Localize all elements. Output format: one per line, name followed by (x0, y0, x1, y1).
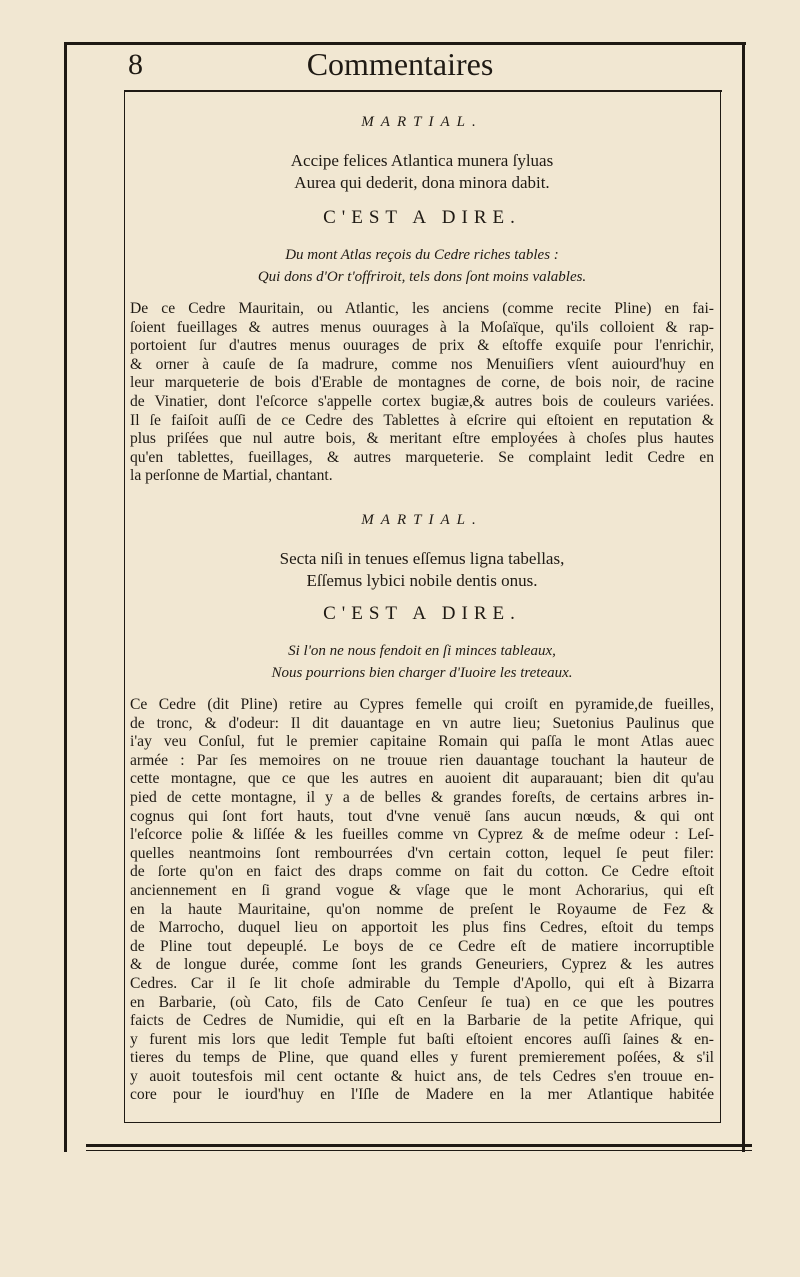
text-line: cognus qui ſont fort hauts, tout d'vne venuë ſans aucun nœuds, & qui ont (130, 807, 714, 825)
text-line: Ce Cedre (dit Pline) retire au Cypres femelle qui croiſt en pyramide,de fueilles, (130, 696, 714, 713)
text-line: core pour le iourd'huy en l'Iſle de Madere en la mer Atlantique habitée (130, 1086, 714, 1104)
translation-line: Si l'on ne nous fendoit en ſi minces tableaux, (288, 643, 556, 659)
inner-frame-right (720, 92, 721, 1122)
cest-a-dire-heading: C'EST A DIRE. (323, 207, 521, 228)
verse-line: Accipe felices Atlantica munera ſyluas (290, 151, 554, 170)
text-line: en la haute Mauritaine, qu'on nomme de preſent le Royaume de Fez & (130, 900, 714, 918)
author-heading: MARTIAL. (361, 114, 483, 130)
bottom-rule (86, 1144, 752, 1147)
translation-line: Du mont Atlas reçois du Cedre riches tables : (285, 247, 559, 263)
text-line: armée : Par ſes memoires on ne trouue rien dauantage touchant la hauteur de (130, 751, 714, 769)
text-line: ſoient fueillages & autres menus ouurages à la Moſaïque, qu'ils colloient & rap- (130, 318, 714, 336)
text-line: qu'en tablettes, fueillages, & autres marqueterie. Se complaint ledit Cedre en (130, 448, 714, 466)
text-line: y auoit toutesfois mil cent octante & huict ans, de tels Cedres s'en trouue en- (130, 1067, 714, 1085)
verse-line: Secta niſi in tenues eſſemus ligna tabellas, (279, 549, 565, 568)
text-line: & de longue durée, comme ſont les grands Geneuriers, Cyprez & les autres (130, 956, 714, 974)
translation-line: Nous pourrions bien charger d'Iuoire les treteaux. (271, 665, 573, 681)
french-translation (130, 244, 714, 288)
text-line: faicts de Cedres de Numidie, qui eſt en la Barbarie de la petite Afrique, qui (130, 1012, 714, 1030)
commentary-paragraph (130, 696, 714, 1105)
text-line: i'ay veu Conſul, fut le premier capitaine Romain qui paſſa le mont Atlas auec (130, 733, 714, 751)
french-translation (130, 640, 714, 684)
text-line: leur marqueterie de bois d'Erable de montagnes de corne, de bois noir, de racine (130, 374, 714, 392)
text-line: de Pline tout depeuplé. Le boys de ce Cedre eſt de matiere incorruptible (130, 937, 714, 955)
page-number: 8 (128, 48, 143, 81)
translation-line: Qui dons d'Or t'offriroit, tels dons ſont moins valables. (257, 269, 587, 285)
text-line: de Vinatier, dont l'eſcorce s'appelle cortex bugiæ,& autres bois de couleurs variées. (130, 392, 714, 410)
cest-a-dire-heading: C'EST A DIRE. (323, 603, 521, 624)
latin-verse (130, 150, 714, 194)
text-line: tieres du temps de Pline, que quand elles y furent premierement poſées, & s'il (130, 1049, 714, 1067)
text-line: De ce Cedre Mauritain, ou Atlantic, les anciens (comme recite Pline) en fai- (130, 300, 714, 317)
text-line: anciennement en ſi grand vogue & vſage que le mont Achorarius, qui eſt (130, 881, 714, 899)
verse-line: Aurea qui dederit, dona minora dabit. (294, 173, 550, 192)
latin-verse (130, 548, 714, 592)
verse-line: Eſſemus lybici nobile dentis onus. (306, 571, 538, 590)
text-line: l'eſcorce polie & liſſée & les fueilles comme vn Cyprez & de meſme odeur : Leſ- (130, 826, 714, 844)
text-line: quelles neantmoins ſont rembourrées d'vn certain cotton, lequel ſe peut filer: (130, 844, 714, 862)
commentary-paragraph (130, 300, 714, 486)
outer-frame-right (742, 42, 745, 1152)
text-line: plus priſées que nul autre bois, & meritant eſtre employées à choſes plus hautes (130, 430, 714, 448)
top-rule (64, 42, 746, 45)
text-line: de Marrocho, duquel lieu on apportoit les plus fins Cedres, eſtoit du temps (130, 919, 714, 937)
outer-frame-left (64, 42, 67, 1152)
inner-frame-left (124, 92, 125, 1122)
inner-frame-bottom (124, 1122, 721, 1123)
text-line: en Barbarie, (où Cato, fils de Cato Cenſeur ſe tua) en ce que les poutres (130, 993, 714, 1011)
text-line: & orner à cauſe de ſa madrure, comme nos Menuiſiers vſent auiourd'huy en (130, 355, 714, 373)
bottom-rule-thin (86, 1150, 752, 1151)
text-line: portoient ſur d'autres menus ouurages de prix & eſtoffe exquiſe pour l'enrichir, (130, 337, 714, 355)
author-heading: MARTIAL. (361, 512, 483, 528)
text-line: de ſorte qu'on en faict des draps comme on fait du cotton. Ce Cedre eſtoit (130, 863, 714, 881)
running-head: Commentaires (306, 46, 494, 82)
text-line: y furent mis lors que ledit Temple fut baſti eſtoient encores auſſi ſaines & en- (130, 1030, 714, 1048)
text-line: la perſonne de Martial, chantant. (130, 467, 333, 485)
text-line: Cedres. Car il ſe lit choſe admirable du Temple d'Apollo, qui eſt à Bizarra (130, 974, 714, 992)
text-line: de tronc, & d'odeur: Il dit dauantage en vn autre lieu; Suetonius Paulinus que (130, 714, 714, 732)
text-line: cette montagne, que ce que les autres en auoient dit auparauant; bien dit qu'au (130, 770, 714, 788)
text-line: Il ſe faiſoit auſſi de ce Cedre des Tablettes à eſcrire qui eſtoient en reputation & (130, 411, 714, 429)
header-rule (124, 90, 722, 92)
text-line: pied de cette montagne, il y a de belles & grandes foreſts, de certains arbres in- (130, 788, 714, 806)
